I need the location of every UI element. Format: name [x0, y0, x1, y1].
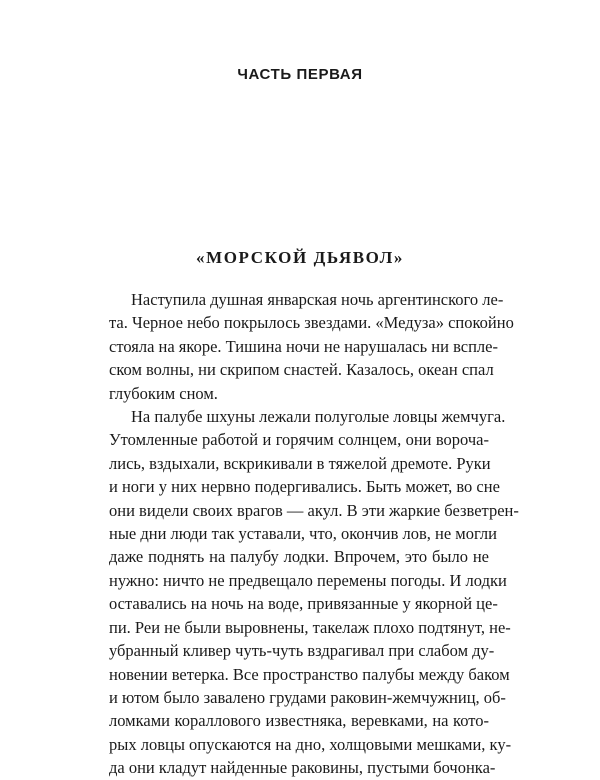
text-line: оставались на ночь на воде, привязанные у якорной це-: [109, 594, 498, 614]
text-line: стояла на якоре. Тишина ночи не нарушалась ни вспле-: [109, 336, 498, 356]
text-line: даже поднять на палубу лодки. Впрочем, это было не: [109, 547, 489, 567]
text-line: та. Черное небо покрылось звездами. «Медуза» спокойно: [109, 313, 514, 333]
text-line: убранный кливер чуть-чуть вздрагивал при слабом ду-: [109, 641, 495, 661]
text-line: На палубе шхуны лежали полуголые ловцы жемчуга.: [131, 407, 506, 427]
text-line: они видели своих врагов — акул. В эти жаркие безветрен-: [109, 500, 519, 520]
text-line: ском волны, ни скрипом снастей. Казалось, океан спал: [109, 360, 494, 380]
text-line: лись, вздыхали, вскрикивали в тяжелой дремоте. Руки: [109, 453, 491, 473]
text-line: новении ветерка. Все пространство палубы между баком: [109, 664, 510, 684]
chapter-title: «МОРСКОЙ ДЬЯВОЛ»: [195, 248, 405, 267]
text-line: да они кладут найденные раковины, пустыми бочонка-: [109, 758, 496, 778]
text-line: нужно: ничто не предвещало перемены погоды. И лодки: [109, 570, 507, 590]
text-line: пи. Реи не были выровнены, такелаж плохо подтянут, не-: [109, 617, 511, 637]
part-heading: ЧАСТЬ ПЕРВАЯ: [237, 66, 363, 83]
text-line: Утомленные работой и горячим солнцем, они ворочa-: [109, 430, 489, 450]
text-line: и ютом было завалено грудами раковин-жемчужниц, об-: [109, 687, 506, 707]
text-line: глубоким сном.: [109, 383, 218, 403]
text-line: и ноги у них нервно подергивались. Быть может, во сне: [109, 477, 500, 497]
text-line: Наступила душная январская ночь аргентинского ле-: [131, 290, 504, 309]
text-line: ломками кораллового известняка, веревками, на кото-: [109, 711, 489, 731]
text-line: рых ловцы опускаются на дно, холщовыми мешками, ку-: [109, 734, 512, 754]
body-text: [109, 288, 519, 780]
text-line: ные дни люди так уставали, что, окончив лов, не могли: [109, 524, 497, 544]
